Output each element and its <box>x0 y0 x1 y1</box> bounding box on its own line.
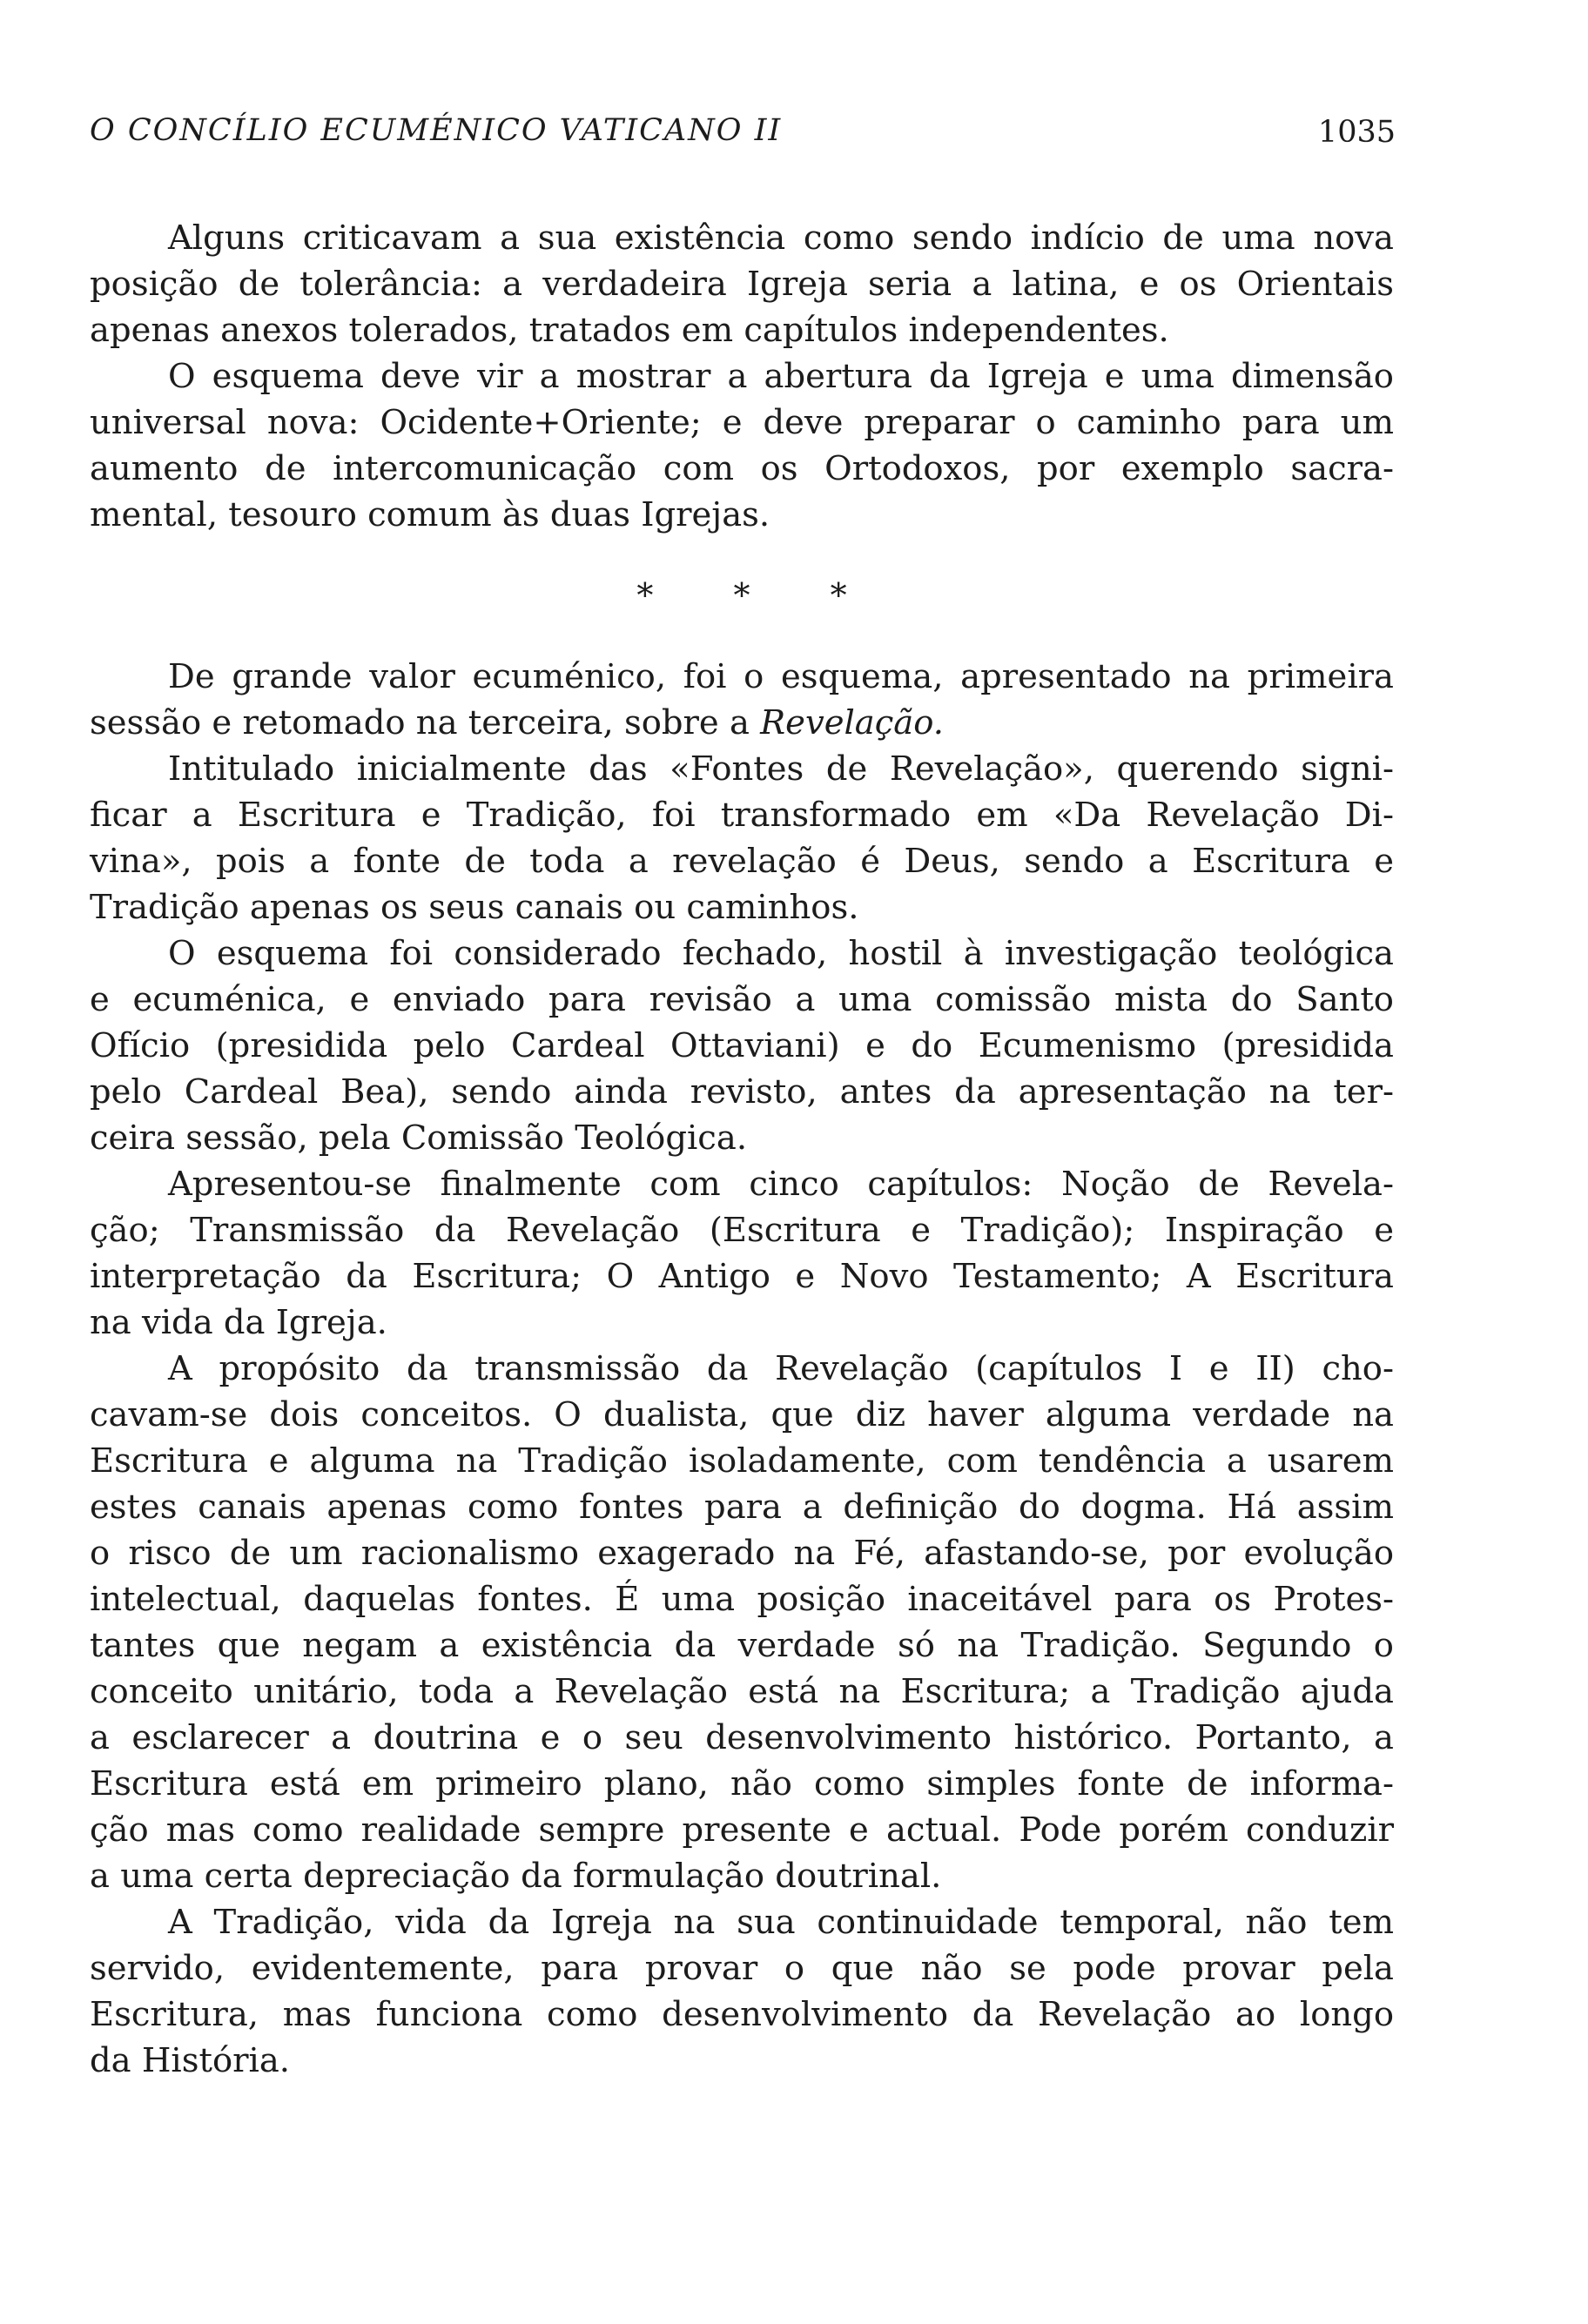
paragraph <box>90 215 1394 353</box>
paragraph <box>90 930 1394 1161</box>
text-line: O esquema foi considerado fechado, hostil à investigação teológica <box>168 934 1394 973</box>
running-title: O CONCÍLIO ECUMÉNICO VATICANO II <box>90 113 783 148</box>
text-line: Apresentou-se finalmente com cinco capítulos: Noção de Revela- <box>168 1165 1394 1204</box>
text-line: A propósito da transmissão da Revelação (capítulos I e II) cho- <box>168 1349 1394 1388</box>
text-line: Tradição apenas os seus canais ou caminhos. <box>90 888 859 927</box>
text-line: vina», pois a fonte de toda a revelação é Deus, sendo a Escritura e <box>90 842 1394 881</box>
text-line: Alguns criticavam a sua existência como sendo indício de uma nova <box>168 218 1394 258</box>
text-line: A Tradição, vida da Igreja na sua continuidade temporal, não tem <box>168 1903 1394 1942</box>
text-line: pelo Cardeal Bea), sendo ainda revisto, antes da apresentação na ter- <box>90 1072 1394 1112</box>
text-fragment: sessão e retomado na terceira, sobre a <box>90 703 750 742</box>
paragraph <box>90 1161 1394 1346</box>
text-line: posição de tolerância: a verdadeira Igreja seria a latina, e os Orientais <box>90 265 1394 304</box>
page-number: 1035 <box>1317 115 1396 150</box>
paragraph <box>90 654 1394 746</box>
text-line: Ofício (presidida pelo Cardeal Ottaviani) e do Ecumenismo (presidida <box>90 1026 1394 1065</box>
section-separator: * * * <box>636 576 882 615</box>
text-line: Escritura está em primeiro plano, não como simples fonte de informa- <box>90 1764 1394 1803</box>
text-line: o risco de um racionalismo exagerado na Fé, afastando-se, por evolução <box>90 1534 1394 1573</box>
text-line: Escritura, mas funciona como desenvolvimento da Revelação ao longo <box>90 1995 1394 2034</box>
paragraph <box>90 353 1394 538</box>
text-line: ção; Transmissão da Revelação (Escritura e Tradição); Inspiração e <box>90 1211 1394 1250</box>
italic-term: Revelação. <box>760 703 945 742</box>
text-line: De grande valor ecuménico, foi o esquema, apresentado na primeira <box>168 657 1394 696</box>
text-line: Escritura e alguma na Tradição isoladamente, com tendência a usarem <box>90 1441 1394 1481</box>
text-line: Intitulado inicialmente das «Fontes de Revelação», querendo signi- <box>168 749 1394 789</box>
text-line: da História. <box>90 2041 291 2080</box>
text-line: universal nova: Ocidente+Oriente; e deve preparar o caminho para um <box>90 403 1394 442</box>
text-line: tantes que negam a existência da verdade só na Tradição. Segundo o <box>90 1626 1394 1665</box>
text-line <box>90 700 1394 746</box>
text-line: estes canais apenas como fontes para a definição do dogma. Há assim <box>90 1488 1394 1527</box>
text-line: e ecuménica, e enviado para revisão a uma comissão mista do Santo <box>90 980 1394 1019</box>
text-line: servido, evidentemente, para provar o que não se pode provar pela <box>90 1949 1394 1988</box>
text-line: a esclarecer a doutrina e o seu desenvolvimento histórico. Portanto, a <box>90 1718 1394 1757</box>
text-line: aumento de intercomunicação com os Ortodoxos, por exemplo sacra- <box>90 449 1394 488</box>
text-line: conceito unitário, toda a Revelação está na Escritura; a Tradição ajuda <box>90 1672 1394 1711</box>
text-line: na vida da Igreja. <box>90 1303 387 1342</box>
paragraph <box>90 1346 1394 1899</box>
body-text <box>90 215 1394 2084</box>
running-head <box>90 113 1396 165</box>
text-line: interpretação da Escritura; O Antigo e Novo Testamento; A Escritura <box>90 1257 1394 1296</box>
text-line: apenas anexos tolerados, tratados em capítulos independentes. <box>90 311 1169 350</box>
text-line: cavam-se dois conceitos. O dualista, que diz haver alguma verdade na <box>90 1395 1394 1434</box>
text-line: intelectual, daquelas fontes. É uma posição inaceitável para os Protes- <box>90 1580 1394 1619</box>
text-line: ção mas como realidade sempre presente e actual. Pode porém conduzir <box>90 1810 1394 1850</box>
paragraph <box>90 1899 1394 2084</box>
text-line: O esquema deve vir a mostrar a abertura da Igreja e uma dimensão <box>168 357 1394 396</box>
text-line: a uma certa depreciação da formulação doutrinal. <box>90 1857 942 1896</box>
text-line: mental, tesouro comum às duas Igrejas. <box>90 495 770 534</box>
paragraph <box>90 746 1394 930</box>
text-line: ceira sessão, pela Comissão Teológica. <box>90 1118 748 1158</box>
text-line: ficar a Escritura e Tradição, foi transformado em «Da Revelação Di- <box>90 796 1394 835</box>
